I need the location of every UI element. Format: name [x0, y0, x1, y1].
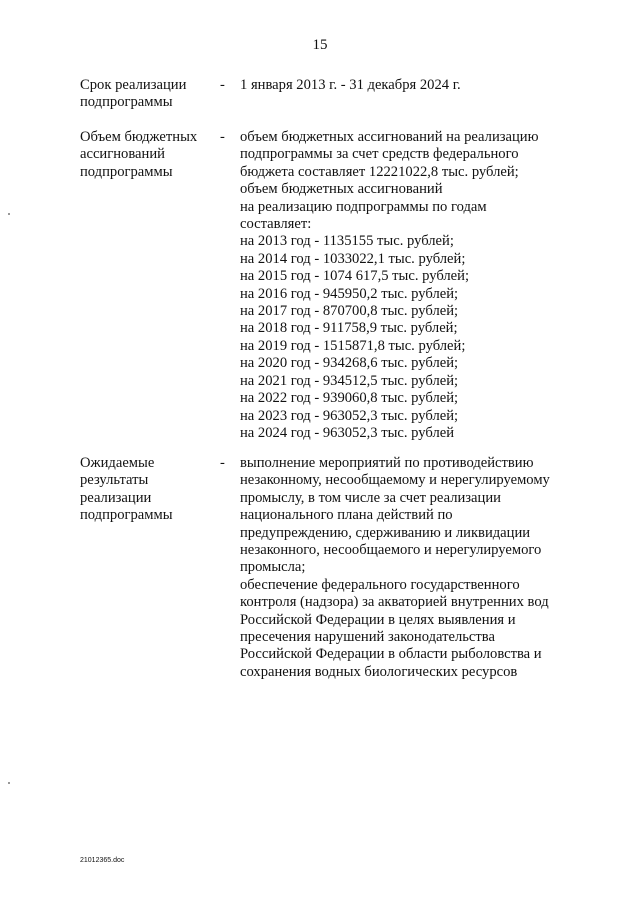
year-allocation-line: на 2020 год - 934268,6 тыс. рублей;	[240, 355, 459, 372]
year-allocation-line: на 2016 год - 945950,2 тыс. рублей;	[240, 285, 459, 302]
value-line: обеспечение федерального государственного	[240, 576, 520, 593]
section-dash: -	[220, 77, 225, 93]
year-allocation-line: на 2013 год - 1135155 тыс. рублей;	[240, 233, 454, 250]
value-line: выполнение мероприятий по противодействию	[240, 455, 534, 471]
value-line: объем бюджетных ассигнований	[240, 181, 443, 198]
value-line: незаконного, несообщаемого и нерегулируемого	[240, 542, 542, 559]
section-dash: -	[220, 455, 225, 471]
value-line: контроля (надзора) за акваторией внутренних вод	[240, 594, 549, 611]
value-line: 1 января 2013 г. - 31 декабря 2024 г.	[240, 77, 461, 93]
value-line: подпрограммы за счет средств федерального	[240, 146, 519, 163]
year-allocation-line: на 2024 год - 963052,3 тыс. рублей	[240, 424, 455, 441]
scan-speck	[8, 782, 10, 784]
section-dash: -	[220, 129, 225, 145]
value-line: незаконному, несообщаемому и нерегулируемому	[240, 472, 550, 489]
value-line: пресечения нарушений законодательства	[240, 629, 495, 646]
page-number: 15	[312, 37, 328, 53]
year-allocation-line: на 2018 год - 911758,9 тыс. рублей;	[240, 320, 458, 337]
section-value	[240, 129, 570, 442]
year-allocation-line: на 2019 год - 1515871,8 тыс. рублей;	[240, 337, 466, 354]
value-line: сохранения водных биологических ресурсов	[240, 663, 518, 680]
year-allocation-line: на 2014 год - 1033022,1 тыс. рублей;	[240, 250, 466, 267]
value-line: Российской Федерации в области рыболовства и	[240, 646, 542, 663]
value-line: составляет:	[240, 216, 312, 233]
value-line: бюджета составляет 12221022,8 тыс. рублей;	[240, 163, 519, 180]
value-line: промысла;	[240, 559, 306, 576]
value-line: промыслу, в том числе за счет реализации	[240, 489, 501, 506]
section-label: Срок реализации подпрограммы	[80, 77, 187, 111]
year-allocation-line: на 2022 год - 939060,8 тыс. рублей;	[240, 390, 459, 407]
year-allocation-line: на 2023 год - 963052,3 тыс. рублей;	[240, 407, 459, 424]
value-line: предупреждению, сдерживанию и ликвидации	[240, 524, 531, 541]
year-allocation-line: на 2021 год - 934512,5 тыс. рублей;	[240, 372, 459, 389]
section-value	[240, 455, 570, 681]
section-label: Ожидаемые результаты реализации подпрограммы	[80, 455, 173, 524]
value-line: Российской Федерации в целях выявления и	[240, 611, 516, 628]
value-line: объем бюджетных ассигнований на реализацию	[240, 129, 539, 145]
scan-speck	[8, 213, 10, 215]
section-label: Объем бюджетных ассигнований подпрограммы	[80, 129, 198, 180]
year-allocation-line: на 2017 год - 870700,8 тыс. рублей;	[240, 303, 459, 320]
value-line: на реализацию подпрограммы по годам	[240, 198, 487, 215]
year-allocation-line: на 2015 год - 1074 617,5 тыс. рублей;	[240, 268, 470, 285]
value-line: национального плана действий по	[240, 507, 453, 524]
file-name-footer: 21012365.doc	[80, 857, 125, 864]
section-value	[240, 77, 570, 94]
